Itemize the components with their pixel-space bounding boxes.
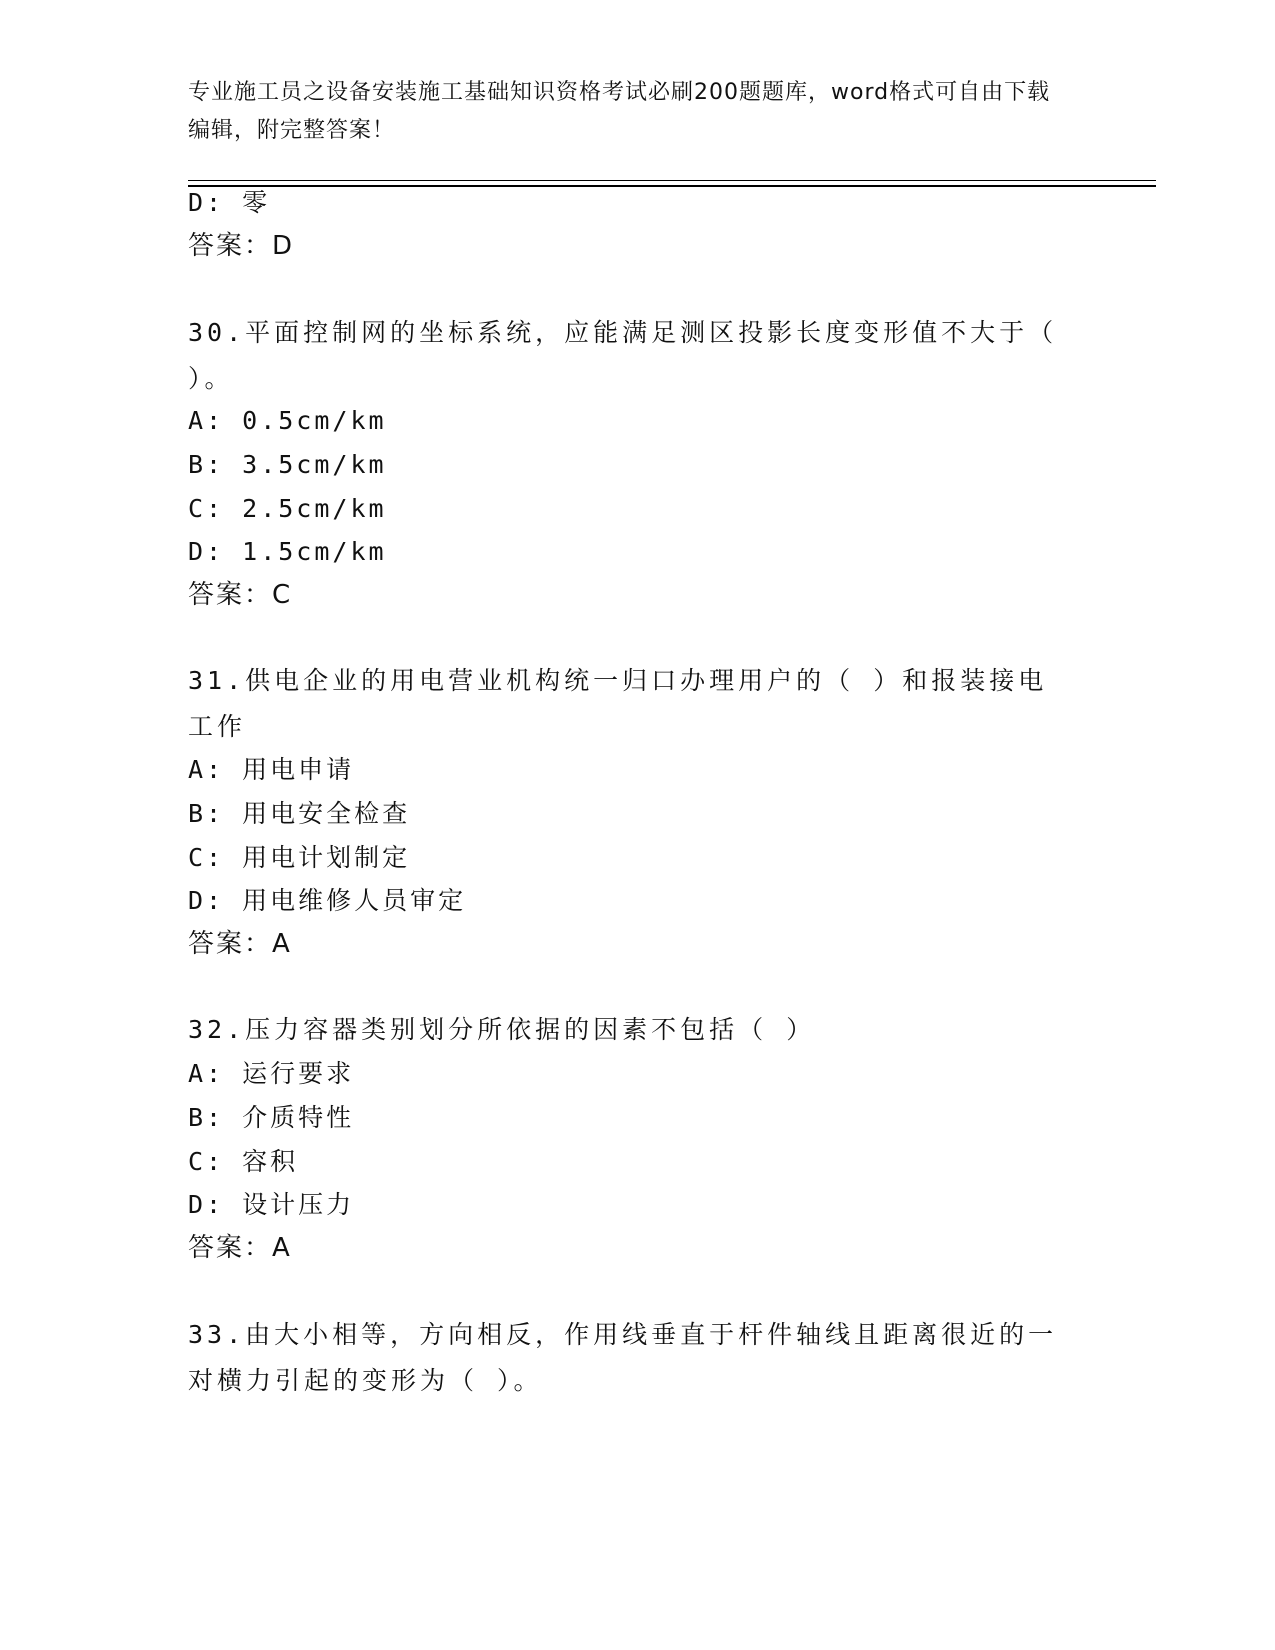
question-30-answer: 答案：C	[188, 580, 293, 610]
header-divider-bottom	[188, 185, 1156, 187]
question-31-answer: 答案：A	[188, 929, 292, 959]
question-32-stem: 32.压力容器类别划分所依据的因素不包括（ ）	[188, 1015, 816, 1044]
question-32-answer: 答案：A	[188, 1233, 292, 1263]
question-32-option-c: C: 容积	[188, 1147, 299, 1176]
question-31-option-d: D: 用电维修人员审定	[188, 886, 467, 915]
question-31-option-b: B: 用电安全检查	[188, 799, 411, 828]
question-31-option-a: A: 用电申请	[188, 755, 355, 784]
question-31-stem: 31.供电企业的用电营业机构统一归口办理用户的（ ）和报装接电工作	[188, 666, 1048, 741]
question-30-option-d: D: 1.5cm/km	[188, 537, 387, 566]
question-31-option-c: C: 用电计划制定	[188, 843, 411, 872]
question-30-stem: 30.平面控制网的坐标系统，应能满足测区投影长度变形值不大于（ ）。	[188, 318, 1058, 393]
question-32-option-b: B: 介质特性	[188, 1103, 355, 1132]
question-30-option-c: C: 2.5cm/km	[188, 494, 387, 523]
prev-question-answer: 答案：D	[188, 231, 295, 261]
question-33-stem: 33.由大小相等，方向相反，作用线垂直于杆件轴线且距离很近的一对横力引起的变形为（ ）。	[188, 1320, 1058, 1395]
document-header-title: 专业施工员之设备安装施工基础知识资格考试必刷200题题库，word格式可自由下载编辑，附完整答案！	[188, 80, 1051, 143]
question-30-option-a: A: 0.5cm/km	[188, 406, 387, 435]
question-32-option-a: A: 运行要求	[188, 1059, 355, 1088]
header-divider-top	[188, 180, 1156, 181]
question-30-option-b: B: 3.5cm/km	[188, 450, 387, 479]
question-32-option-d: D: 设计压力	[188, 1190, 355, 1219]
prev-question-option-d: D: 零	[188, 188, 271, 217]
